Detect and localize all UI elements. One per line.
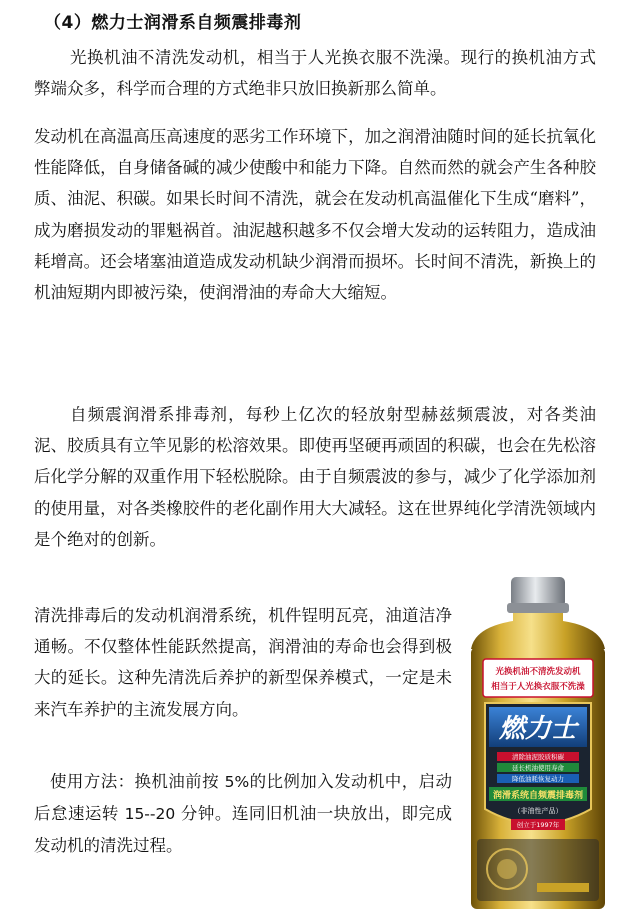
- usage-text-a: 使用方法：换机油前按: [50, 772, 225, 791]
- label-banner-line-1: 光换机油不清洗发动机: [495, 667, 581, 677]
- product-since: 创立于1997年: [516, 821, 560, 829]
- product-bottle-image: [463, 577, 613, 911]
- usage-duration: 15--20: [124, 805, 176, 824]
- feature-line-2: 延长机油使用寿命: [512, 764, 564, 772]
- usage-percentage: 5%: [224, 773, 250, 791]
- product-bottle-graphic: [463, 577, 613, 911]
- usage-text-b: 的比例加入发动机中，启动后怠速运转: [34, 772, 452, 824]
- product-name-band: 润滑系统自频震排毒剂: [492, 791, 584, 801]
- usage-text-c: 分钟。连同旧机油一块放出，即完成发动机的清洗过程。: [34, 804, 452, 856]
- paragraph-engine-environment: 发动机在高温高压高速度的恶劣工作环境下，加之润滑油随时间的延长抗氧化性能降低，自身储备碱的减少使酸中和能力下降。自然而然的就会产生各种胶质、油泥、积碳。如果长时间不清洗，就会在发动机高温催化下生成“磨料”，成为磨损发动的罪魁祸首。油泥越积越多不仅会增大发动的运转阻力，造成油耗增高。还会堵塞油道造成发动机缺少润滑而损坏。长时间不清洗，新换上的机油短期内即被污染，使润滑油的寿命大大缩短。: [34, 127, 596, 303]
- section-heading: （4）燃力士润滑系自频震排毒剂: [44, 13, 302, 33]
- bottle-shoulder: [471, 613, 605, 649]
- paragraph-usage: [34, 766, 452, 862]
- brand-logo-text: 燃力士: [498, 714, 578, 744]
- paragraph-product-effect: 自频震润滑系排毒剂，每秒上亿次的轻放射型赫兹频震波，对各类油泥、胶质具有立竿见影的松溶效果。即使再坚硬再顽固的积碳，也会在先松溶后化学分解的双重作用下轻松脱除。由于自频震波的参与，减少了化学添加剂的使用量，对各类橡胶件的老化副作用大大减轻。这在世界纯化学清洗领域内是个绝对的创新。: [34, 405, 596, 549]
- label-banner-line-2: 相当于人光换衣服不洗澡: [491, 682, 585, 692]
- product-spec: （非油性产品）: [513, 807, 563, 815]
- feature-line-1: 清除油泥胶质积碳: [512, 753, 564, 761]
- paragraph-after-cleaning: 清洗排毒后的发动机润滑系统，机件锃明瓦亮，油道洁净通畅。不仅整体性能跃然提高，润滑油的寿命也会得到极大的延长。这种先清洗后养护的新型保养模式，一定是未来汽车养护的主流发展方向。: [34, 606, 452, 719]
- bottle-cap: [511, 577, 565, 607]
- paragraph-intro: 光换机油不清洗发动机，相当于人光换衣服不洗澡。现行的换机油方式弊端众多，科学而合理的方式绝非只放旧换新那么简单。: [34, 48, 596, 99]
- feature-line-3: 降低油耗恢复动力: [512, 775, 564, 783]
